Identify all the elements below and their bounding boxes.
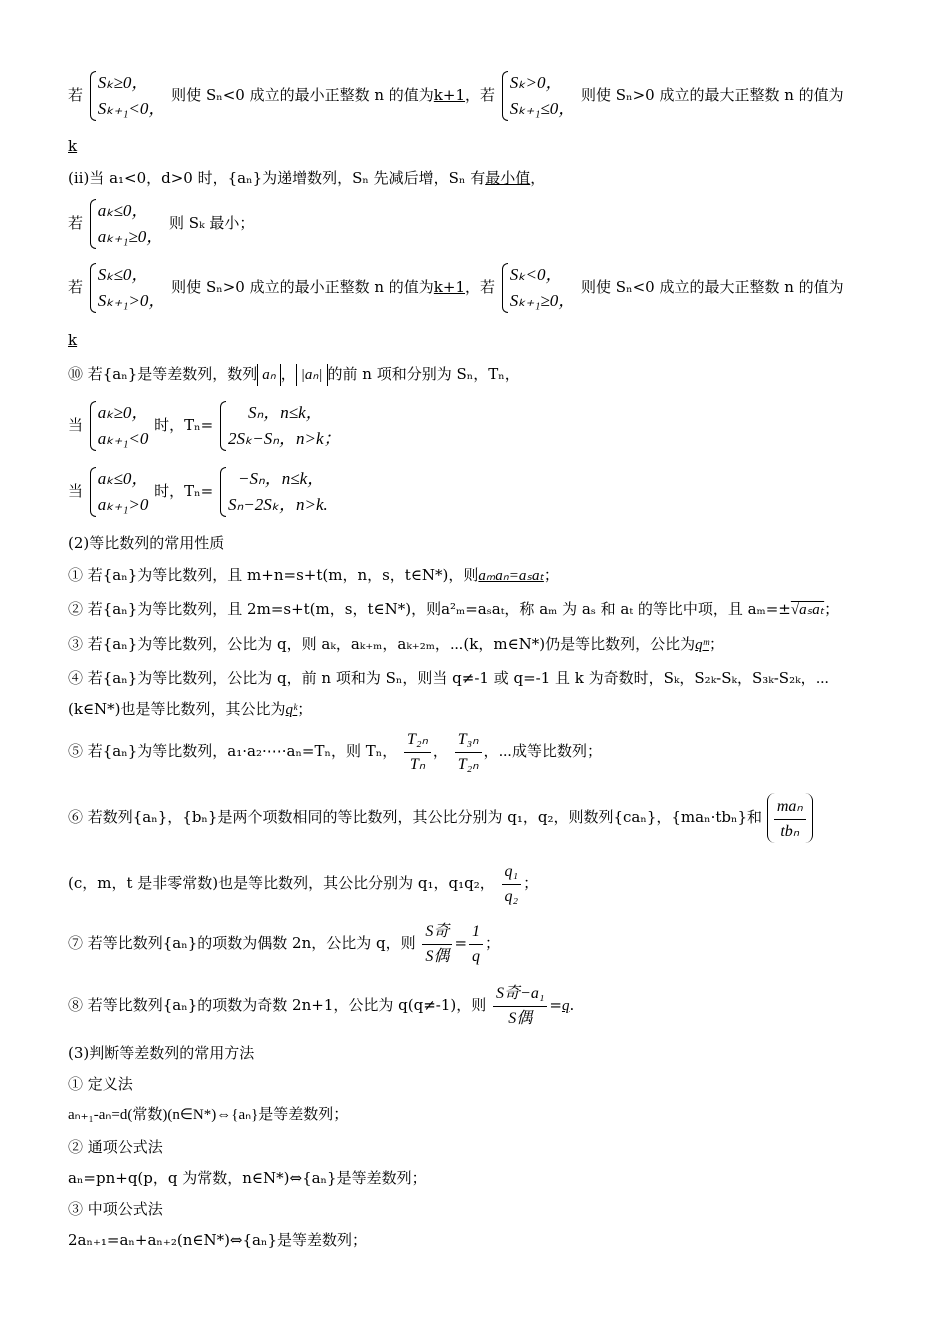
text: ， [432, 742, 448, 760]
answer-underlined: k+1 [433, 86, 465, 104]
row: Sₖ>0， [509, 73, 563, 92]
numerator: q₁ [502, 862, 522, 885]
answer-underlined: aₘaₙ=aₛaₜ [478, 568, 544, 584]
text: 当 [68, 482, 84, 500]
denominator: q₂ [504, 887, 519, 905]
condition-system-3 [89, 198, 163, 250]
row: 2Sₖ−Sₙ，n>k； [228, 429, 341, 448]
line-4 [68, 198, 890, 250]
row: Sₙ，n≤k， [248, 403, 323, 422]
row: Sₖ₊₁≥0， [509, 291, 576, 310]
line-16 [68, 728, 890, 775]
row: Sₖ₊₁≤0， [509, 99, 576, 118]
line-2: k [68, 137, 78, 155]
condition-system-1 [89, 70, 166, 122]
condition-system-7 [89, 466, 149, 518]
text: (k∈N*)也是等比数列，其公比为 [68, 700, 286, 718]
answer-underlined: qᵏ [285, 702, 298, 718]
numerator: T₃ₙ [455, 730, 482, 753]
method-middle-term: ③ 中项公式法 [68, 1200, 163, 1218]
section-heading-3: (3)判断等差数列的常用方法 [68, 1044, 255, 1062]
row: aₖ₊₁>0 [97, 495, 149, 514]
fraction-t3n-t2n [455, 730, 482, 775]
text: ⑦ 若等比数列{aₙ}的项数为偶数 2n，公比为 q，则 [68, 934, 416, 952]
text: (ⅱ)当 a₁<0，d>0 时，{aₙ}为递增数列，Sₙ 先减后增，Sₙ 有 [68, 169, 486, 187]
line-1 [68, 70, 890, 122]
denominator: T₂ₙ [457, 755, 479, 773]
answer-underlined: 最小值 [485, 169, 531, 187]
text: 则使 Sₙ<0 成立的最大正整数 n 的值为 [581, 278, 844, 296]
line-8 [68, 400, 890, 452]
text: (c，m，t 是非零常数)也是等比数列，其公比分别为 q₁，q₁q₂， [68, 874, 495, 892]
text: 当 [68, 416, 84, 434]
text: ⑥ 若数列{aₙ}，{bₙ}是两个项数相同的等比数列，其公比分别为 q₁，q₂，则数列{caₙ}，{maₙ·tbₙ}和 [68, 808, 763, 826]
answer-underlined: k+1 [433, 278, 465, 296]
numerator: S奇−a₁ [493, 984, 547, 1007]
text: 若 [68, 86, 84, 104]
method-definition: ① 定义法 [68, 1075, 133, 1093]
fraction-sodd-minus-a1 [493, 984, 547, 1029]
text: 则使 Sₙ>0 成立的最大正整数 n 的值为 [581, 86, 844, 104]
row: Sₖ₊₁>0， [97, 291, 166, 310]
text: ； [708, 635, 724, 653]
text: 的前 n 项和分别为 Sₙ，Tₙ， [327, 365, 520, 383]
text: ③ 若{aₙ}为等比数列，公比为 q，则 aₖ，aₖ₊ₘ，aₖ₊₂ₘ，⋯(k，m∈N*)仍是等比数列，公比为 [68, 635, 696, 653]
row: Sₖ≥0， [97, 73, 149, 92]
section-heading-2: (2)等比数列的常用性质 [68, 534, 225, 552]
text: ⑩ 若{aₙ}是等差数列，数列 [68, 365, 258, 383]
text: . [569, 996, 575, 1014]
row: Sₙ−2Sₖ，n>k. [228, 495, 328, 514]
abs-an: aₙ [257, 364, 280, 386]
denominator: S偶 [425, 947, 450, 965]
answer-underlined: q [561, 998, 570, 1014]
line-15 [68, 699, 890, 720]
row: Sₖ<0， [509, 265, 563, 284]
numerator: T₂ₙ [404, 730, 431, 753]
text: ② 若{aₙ}为等比数列，且 2m=s+t(m，s，t∈N*)，则a²ₘ=aₛaₜ，称 aₘ 为 aₛ 和 aₜ 的等比中项，且 aₘ=± [68, 600, 791, 618]
line-12 [68, 599, 890, 620]
text: ， [280, 365, 296, 383]
denominator: S偶 [508, 1009, 533, 1027]
line-19 [68, 920, 890, 967]
text: = [454, 934, 468, 952]
line-25: aₙ=pn+q(p，q 为常数，n∈N*)⇔{aₙ}是等差数列； [68, 1169, 427, 1187]
row: Sₖ₊₁<0， [97, 99, 166, 118]
line-14: ④ 若{aₙ}为等比数列，公比为 q，前 n 项和为 Sₙ，则当 q≠-1 或 q=-1 且 k 为奇数时，Sₖ，S₂ₖ-Sₖ，S₃ₖ-S₂ₖ，⋯ [68, 669, 830, 687]
text: 则使 Sₙ<0 成立的最小正整数 n 的值为 [171, 86, 434, 104]
row: −Sₙ，n≤k， [238, 469, 325, 488]
line-5 [68, 262, 890, 314]
piecewise-tn-1 [219, 400, 341, 452]
line-17 [68, 792, 890, 843]
text: 若 [68, 214, 84, 232]
row: Sₖ≤0， [97, 265, 149, 284]
fraction-man-tbn [774, 797, 806, 842]
row: aₖ₊₁≥0， [97, 227, 164, 246]
line-11 [68, 565, 890, 586]
text: 时，Tₙ= [154, 416, 214, 434]
abs-abs-an: |aₙ| [296, 364, 328, 386]
text: ⑤ 若{aₙ}为等比数列，a₁·a₂·⋯·aₙ=Tₙ，则 Tₙ， [68, 742, 398, 760]
line-27: 2aₙ₊₁=aₙ+aₙ₊₂(n∈N*)⇔{aₙ}是等差数列； [68, 1231, 368, 1249]
text: ； [297, 700, 313, 718]
line-7 [68, 364, 890, 386]
condition-system-4 [89, 262, 166, 314]
line-13 [68, 634, 890, 655]
root-expression: √aₛaₜ [790, 602, 825, 618]
text: ，若 [465, 86, 496, 104]
answer-underlined: qᵐ [695, 637, 709, 653]
text: 则 Sₖ 最小； [169, 214, 255, 232]
method-general-term: ② 通项公式法 [68, 1138, 163, 1156]
text: ，若 [465, 278, 496, 296]
row: aₖ₊₁<0 [97, 429, 149, 448]
piecewise-tn-2 [219, 466, 328, 518]
text: ① 若{aₙ}为等比数列，且 m+n=s+t(m，n，s，t∈N*)，则 [68, 566, 479, 584]
row: aₖ≤0， [97, 201, 149, 220]
row: aₖ≤0， [97, 469, 149, 488]
line-20 [68, 982, 890, 1029]
fraction-1-q [469, 922, 483, 967]
numerator: maₙ [774, 797, 806, 820]
denominator: Tₙ [409, 755, 426, 773]
text: 时，Tₙ= [154, 482, 214, 500]
line-18 [68, 860, 890, 907]
line-6: k [68, 331, 78, 349]
text: ， [530, 169, 546, 187]
line-23: aₙ₊₁-aₙ=d(常数)(n∈N*)⇔{aₙ}是等差数列； [68, 1107, 349, 1123]
text: 若 [68, 278, 84, 296]
denominator: q [472, 947, 481, 965]
condition-system-5 [501, 262, 575, 314]
line-9 [68, 466, 890, 518]
denominator: tbₙ [780, 822, 800, 840]
text: ； [543, 566, 559, 584]
numerator: 1 [469, 922, 483, 945]
text: 则使 Sₙ>0 成立的最小正整数 n 的值为 [171, 278, 434, 296]
row: aₖ≥0， [97, 403, 149, 422]
numerator: S奇 [422, 922, 452, 945]
fraction-t2n-tn [404, 730, 431, 775]
braced-fraction [767, 793, 813, 843]
text: ； [485, 934, 501, 952]
text: ，⋯成等比数列； [483, 742, 603, 760]
fraction-sodd-seven [422, 922, 452, 967]
fraction-q1-q2 [502, 862, 522, 907]
condition-system-2 [501, 70, 575, 122]
text: ； [824, 600, 840, 618]
text: ⑧ 若等比数列{aₙ}的项数为奇数 2n+1，公比为 q(q≠-1)，则 [68, 996, 487, 1014]
line-3 [68, 168, 890, 188]
text: ； [523, 874, 539, 892]
condition-system-6 [89, 400, 149, 452]
text: = [549, 996, 562, 1014]
